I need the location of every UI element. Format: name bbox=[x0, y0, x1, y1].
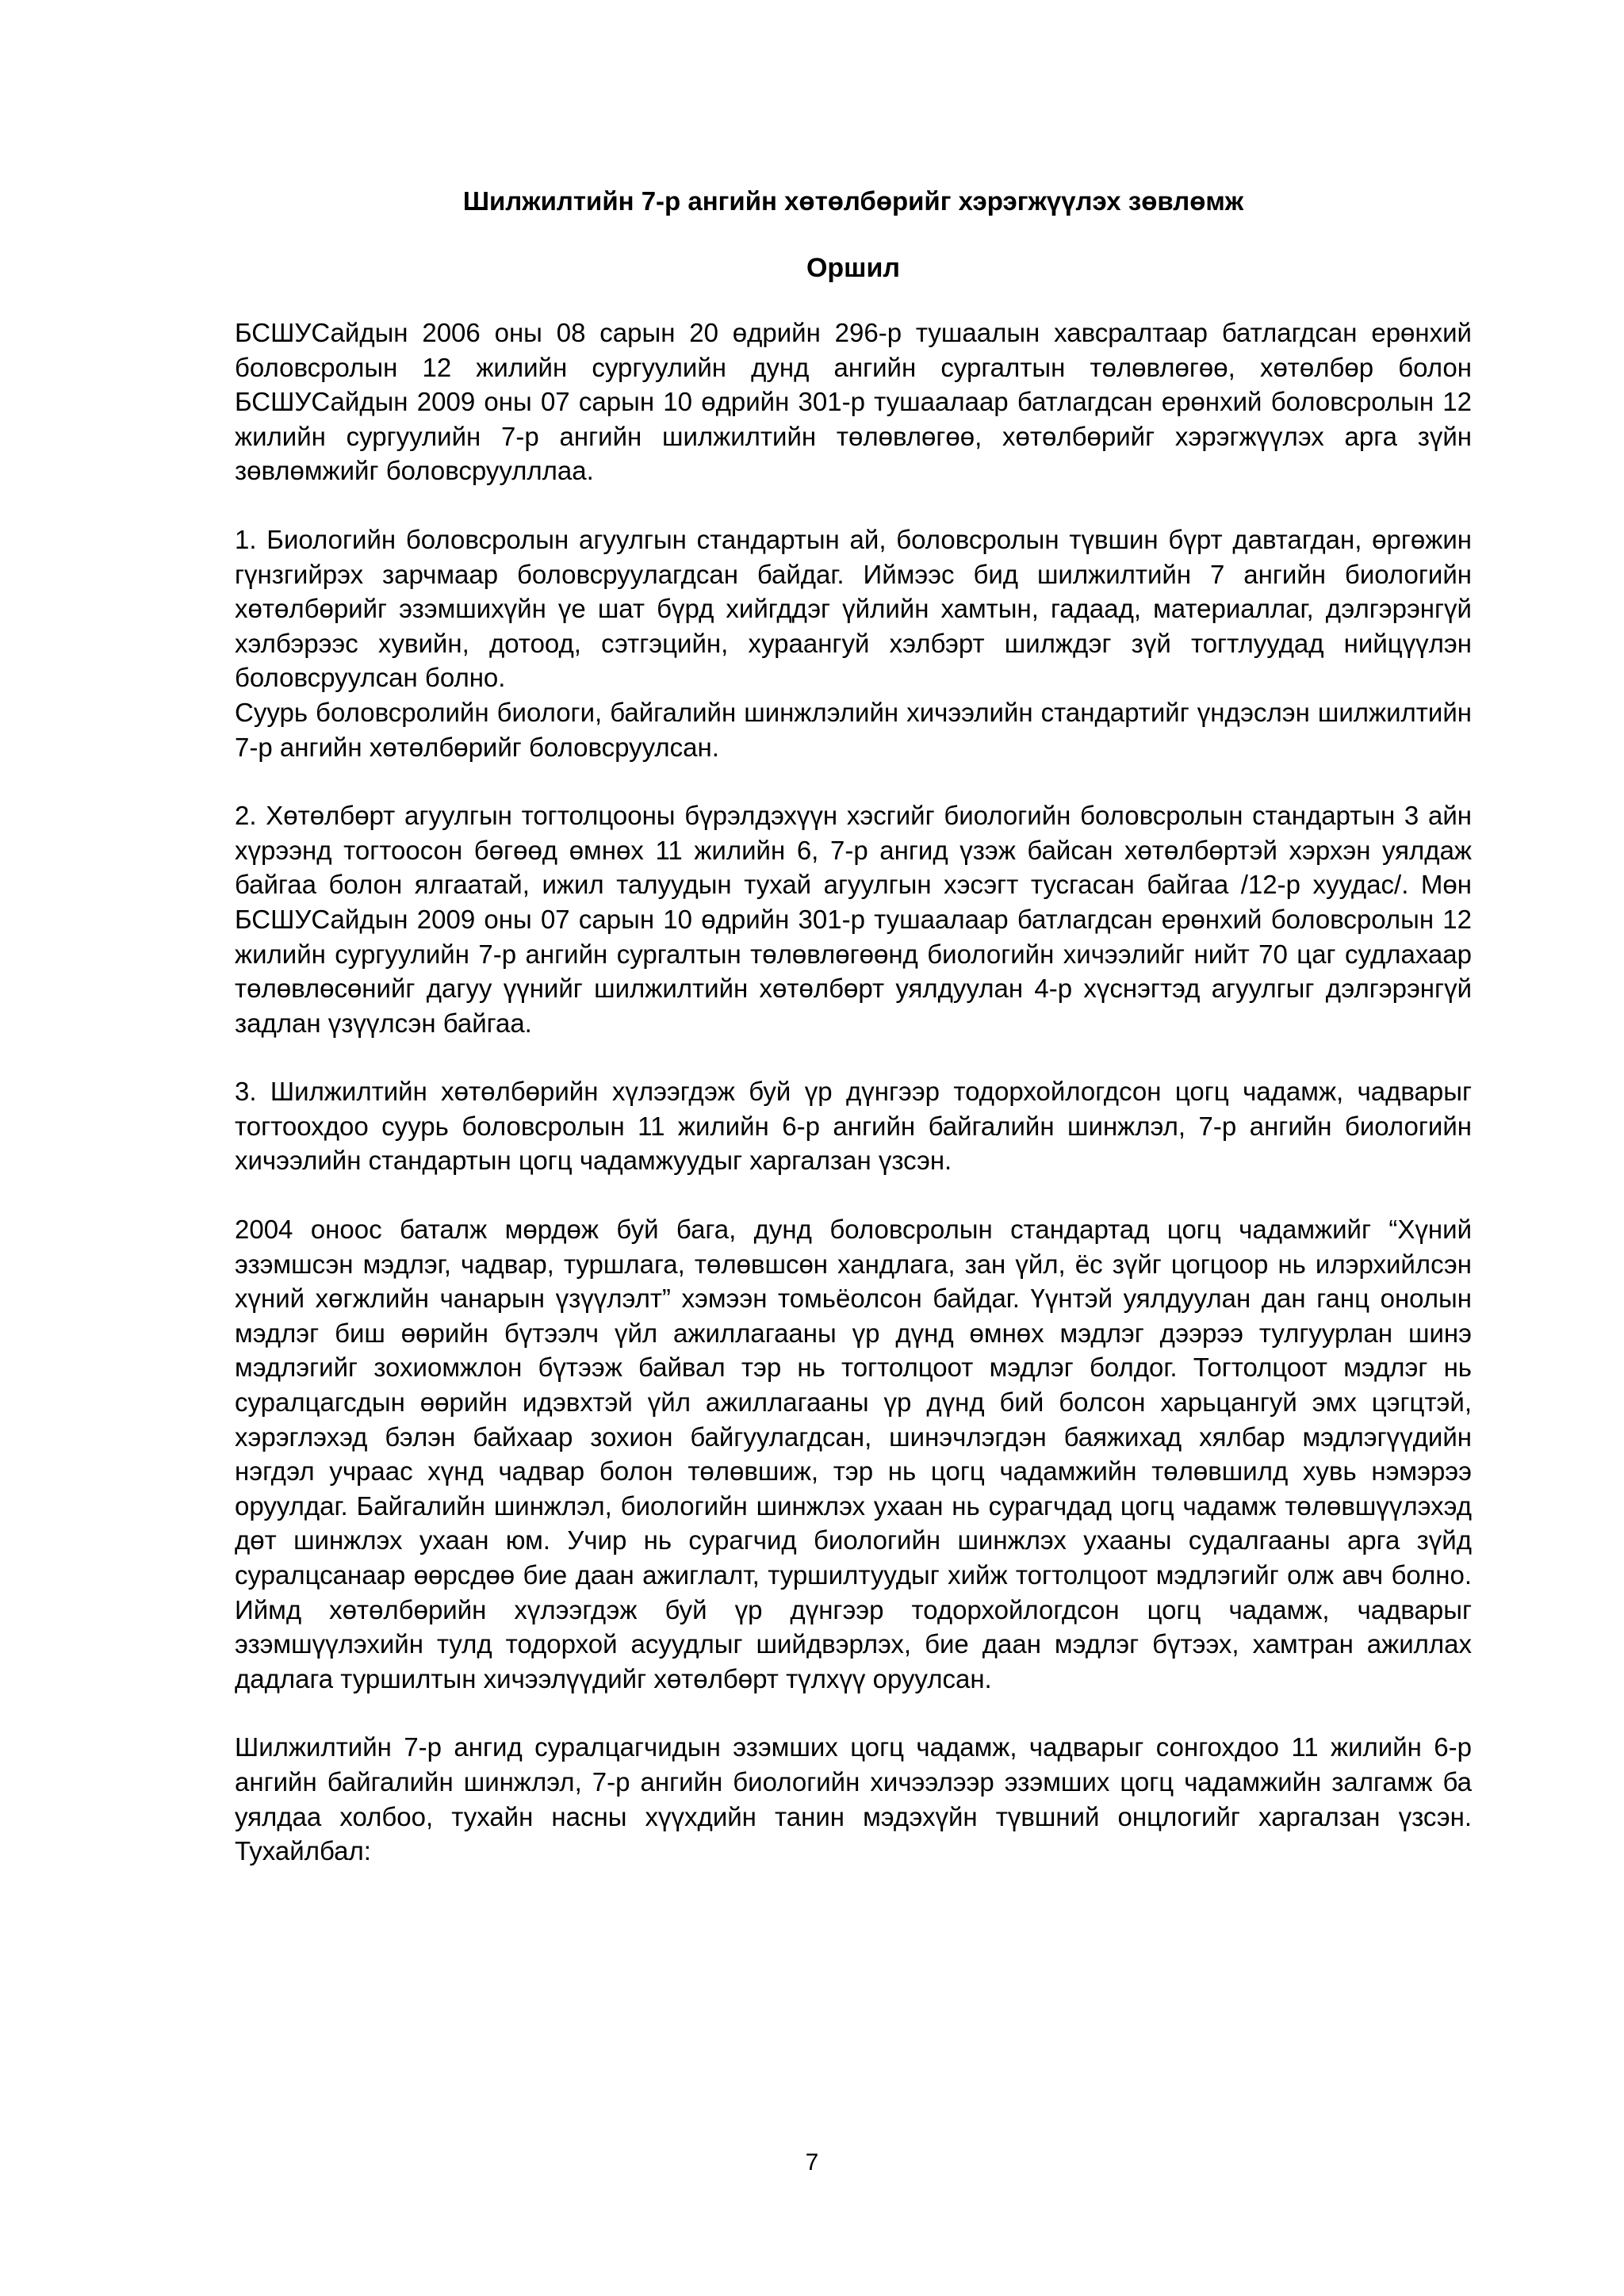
document-title: Шилжилтийн 7-р ангийн хөтөлбөрийг хэрэгжүүлэх зөвлөмж bbox=[462, 186, 1244, 216]
paragraph-intro: БСШУСайдын 2006 оны 08 сарын 20 өдрийн 296-р тушаалын хавсралтаар батлагдсан ерөнхий боловсролын 12 жилийн сургуулийн дунд ангийн сургалтын төлөвлөгөө, хөтөлбөр болон БСШУСайдын 2009 оны 07 сарын 10 өдрийн 301-р тушаалаар батлагдсан ерөнхий боловсролын 12 жилийн сургуулийн 7-р ангийн шилжилтийн төлөвлөгөө, хөтөлбөрийг хэрэгжүүлэх арга зүйн зөвлөмжийг боловсруулллаа. bbox=[235, 318, 1472, 486]
page-number: 7 bbox=[805, 2149, 819, 2175]
document-body bbox=[235, 184, 1472, 1903]
paragraph-transition: Шилжилтийн 7-р ангид суралцагчидын эзэмших цогц чадамж, чадварыг сонгохдоо 11 жилийн 6-р ангийн байгалийн шинжлэл, 7-р ангийн биологийн хичээлээр эзэмших цогц чадамжийн залгамж ба уялдаа холбоо, тухайн насны хүүхдийн танин мэдэхүйн түвшний онцлогийг харгалзан үзсэн. Тухайлбал: bbox=[235, 1732, 1472, 1866]
paragraph-2: 2. Хөтөлбөрт агуулгын тогтолцооны бүрэлдэхүүн хэсгийг биологийн боловсролын стандартын 3 айн хүрээнд тогтоосон бөгөөд өмнөх 11 жилийн 6, 7-р ангид үзэж байсан хөтөлбөртэй хэрхэн уялдаж байгаа болон ялгаатай, ижил талуудын тухай агуулгын хэсэгт тусгасан байгаа /12-р хуудас/. Мөн БСШУСайдын 2009 оны 07 сарын 10 өдрийн 301-р тушаалаар батлагдсан ерөнхий боловсролын 12 жилийн сургуулийн 7-р ангийн сургалтын төлөвлөгөөнд биологийн хичээлийг нийт 70 цаг судлахаар төлөвлөсөнийг дагуу үүнийг шилжилтийн хөтөлбөрт уялдуулан 4-р хүснэгтэд агуулгыг дэлгэрэнгүй задлан үзүүлсэн байгаа. bbox=[235, 801, 1472, 1038]
paragraph-1: 1. Биологийн боловсролын агуулгын стандартын ай, боловсролын түвшин бүрт давтагдан, өргөжин гүнзгийрэх зарчмаар боловсруулагдсан байдаг. Иймээс бид шилжилтийн 7 ангийн биологийн хөтөлбөрийг эзэмшихүйн үе шат бүрд хийгддэг үйлийн хамтын, гадаад, материаллаг, дэлгэрэнгүй хэлбэрээс хувийн, дотоод, сэтгэцийн, хураангуй хэлбэрт шилждэг зүй тогтлуудад нийцүүлэн боловсруулсан болно. bbox=[235, 524, 1472, 693]
paragraph-3: 3. Шилжилтийн хөтөлбөрийн хүлээгдэж буй үр дүнгээр тодорхойлогдсон цогц чадамж, чадварыг тогтоохдоо суурь боловсролын 11 жилийн 6-р ангийн байгалийн шинжлэл, 7-р ангийн биологийн хичээлийн стандартын цогц чадамжуудыг харгалзан үзсэн. bbox=[235, 1077, 1472, 1176]
section-heading: Оршил bbox=[806, 253, 901, 283]
paragraph-competency: 2004 оноос баталж мөрдөж буй бага, дунд боловсролын стандартад цогц чадамжийг “Хүний эзэмшсэн мэдлэг, чадвар, туршлага, төлөвшсөн хандлага, зан үйл, ёс зүйг цогцоор нь илэрхийлсэн хүний хөгжлийн чанарын үзүүлэлт” хэмээн томьёолсон байдаг. Үүнтэй уялдуулан дан ганц онолын мэдлэг биш өөрийн бүтээлч үйл ажиллагааны үр дүнд өмнөх мэдлэг дээрээ тулгуурлан шинэ мэдлэгийг зохиомжлон бүтээж байвал тэр нь тогтолцоот мэдлэг болдог. Тогтолцоот мэдлэг нь суралцагсдын өөрийн идэвхтэй үйл ажиллагааны үр дүнд бий болсон харьцангуй эмх цэгцтэй, хэрэглэхэд бэлэн байхаар зохион байгуулагдсан, шинэчлэгдэн баяжихад хялбар мэдлэгүүдийн нэгдэл учраас хүнд чадвар болон төлөвшиж, тэр нь цогц чадамжийн төлөвшилд хувь нэмэрээ оруулдаг. Байгалийн шинжлэл, биологийн шинжлэх ухаан нь сурагчдад цогц чадамж төлөвшүүлэхэд дөт шинжлэх ухаан юм. Учир нь сурагчид биологийн шинжлэх ухааны судалгааны арга зүйд суралцсанаар өөрсдөө бие даан ажиглалт, туршилтуудыг хийж тогтолцоот мэдлэгийг олж авч болно. Иймд хөтөлбөрийн хүлээгдэж буй үр дүнгээр тодорхойлогдсон цогц чадамж, чадварыг эзэмшүүлэхийн тулд тодорхой асуудлыг шийдвэрлэх, бие даан мэдлэг бүтээх, хамтран ажиллах дадлага туршилтын хичээлүүдийг хөтөлбөрт түлхүү оруулсан. bbox=[235, 1215, 1472, 1693]
paragraph-1-continued: Суурь боловсролийн биологи, байгалийн шинжлэлийн хичээлийн стандартийг үндэслэн шилжилтийн 7-р ангийн хөтөлбөрийг боловсруулсан. bbox=[235, 697, 1472, 762]
